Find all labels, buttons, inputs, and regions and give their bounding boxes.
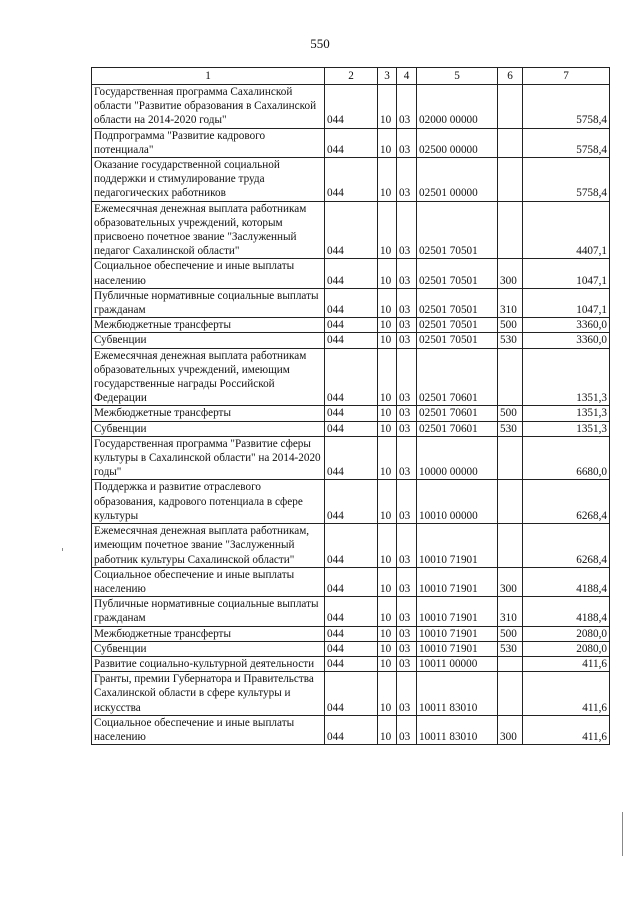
- expense-type-code: [498, 201, 523, 259]
- expense-type-code: 500: [498, 626, 523, 641]
- table-row: [92, 128, 610, 157]
- target-article-code: 02501 00000: [417, 158, 498, 202]
- table-row: [92, 348, 610, 406]
- ministry-code: 044: [325, 406, 378, 421]
- expense-type-code: [498, 672, 523, 716]
- table-row: [92, 715, 610, 744]
- table-row: [92, 567, 610, 596]
- sum-value: 1351,3: [523, 348, 610, 406]
- table-row: [92, 421, 610, 436]
- ministry-code: 044: [325, 567, 378, 596]
- sum-value: 411,6: [523, 715, 610, 744]
- sum-value: 5758,4: [523, 158, 610, 202]
- row-name: Развитие социально-культурной деятельности: [92, 656, 325, 671]
- header-cell: 3: [378, 68, 397, 85]
- table-row: [92, 436, 610, 480]
- target-article-code: 02501 70501: [417, 318, 498, 333]
- section-code: 10: [378, 672, 397, 716]
- expense-type-code: [498, 524, 523, 568]
- target-article-code: 02501 70601: [417, 421, 498, 436]
- row-name: Межбюджетные трансферты: [92, 626, 325, 641]
- expense-type-code: [498, 656, 523, 671]
- expense-type-code: 530: [498, 421, 523, 436]
- expense-type-code: 300: [498, 259, 523, 288]
- table-row: [92, 318, 610, 333]
- expense-type-code: 530: [498, 641, 523, 656]
- row-name: Поддержка и развитие отраслевого образования, кадрового потенциала в сфере культуры: [92, 480, 325, 524]
- row-name: Социальное обеспечение и иные выплаты населению: [92, 567, 325, 596]
- ministry-code: 044: [325, 436, 378, 480]
- section-code: 10: [378, 201, 397, 259]
- sum-value: 6268,4: [523, 480, 610, 524]
- target-article-code: 02000 00000: [417, 85, 498, 129]
- row-name: Подпрограмма "Развитие кадрового потенциала": [92, 128, 325, 157]
- target-article-code: 02501 70501: [417, 288, 498, 317]
- sum-value: 1351,3: [523, 421, 610, 436]
- subsection-code: 03: [397, 288, 417, 317]
- subsection-code: 03: [397, 715, 417, 744]
- section-code: 10: [378, 333, 397, 348]
- subsection-code: 03: [397, 672, 417, 716]
- section-code: 10: [378, 128, 397, 157]
- expense-type-code: 530: [498, 333, 523, 348]
- sum-value: 411,6: [523, 672, 610, 716]
- subsection-code: 03: [397, 436, 417, 480]
- header-cell: 5: [417, 68, 498, 85]
- row-name: Публичные нормативные социальные выплаты гражданам: [92, 597, 325, 626]
- sum-value: 2080,0: [523, 626, 610, 641]
- table-row: [92, 672, 610, 716]
- ministry-code: 044: [325, 288, 378, 317]
- expense-type-code: 310: [498, 597, 523, 626]
- row-name: Социальное обеспечение и иные выплаты населению: [92, 259, 325, 288]
- target-article-code: 02501 70501: [417, 201, 498, 259]
- row-name: Межбюджетные трансферты: [92, 406, 325, 421]
- sum-value: 4407,1: [523, 201, 610, 259]
- section-code: 10: [378, 406, 397, 421]
- ministry-code: 044: [325, 524, 378, 568]
- row-name: Ежемесячная денежная выплата работникам образовательных учреждений, имеющим государственные награды Российской Федерации: [92, 348, 325, 406]
- table-row: [92, 626, 610, 641]
- row-name: Ежемесячная денежная выплата работникам, имеющим почетное звание "Заслуженный работник культуры Сахалинской области": [92, 524, 325, 568]
- target-article-code: 10011 83010: [417, 715, 498, 744]
- target-article-code: 10010 71901: [417, 641, 498, 656]
- section-code: 10: [378, 641, 397, 656]
- target-article-code: 10010 71901: [417, 626, 498, 641]
- section-code: 10: [378, 288, 397, 317]
- ministry-code: 044: [325, 597, 378, 626]
- ministry-code: 044: [325, 259, 378, 288]
- sum-value: 3360,0: [523, 333, 610, 348]
- row-name: Публичные нормативные социальные выплаты гражданам: [92, 288, 325, 317]
- subsection-code: 03: [397, 406, 417, 421]
- target-article-code: 10011 83010: [417, 672, 498, 716]
- row-name: Субвенции: [92, 641, 325, 656]
- section-code: 10: [378, 715, 397, 744]
- sum-value: 5758,4: [523, 85, 610, 129]
- expense-type-code: 500: [498, 318, 523, 333]
- table-row: [92, 597, 610, 626]
- sum-value: 5758,4: [523, 128, 610, 157]
- subsection-code: 03: [397, 597, 417, 626]
- table-row: [92, 524, 610, 568]
- table-row: [92, 333, 610, 348]
- section-code: 10: [378, 436, 397, 480]
- table-header-row: [92, 68, 610, 85]
- sum-value: 6268,4: [523, 524, 610, 568]
- subsection-code: 03: [397, 626, 417, 641]
- ministry-code: 044: [325, 201, 378, 259]
- expense-type-code: 310: [498, 288, 523, 317]
- target-article-code: 02501 70601: [417, 348, 498, 406]
- target-article-code: 10010 71901: [417, 524, 498, 568]
- subsection-code: 03: [397, 85, 417, 129]
- sum-value: 4188,4: [523, 597, 610, 626]
- ministry-code: 044: [325, 85, 378, 129]
- row-name: Гранты, премии Губернатора и Правительства Сахалинской области в сфере культуры и искусства: [92, 672, 325, 716]
- table-row: [92, 480, 610, 524]
- table-row: [92, 406, 610, 421]
- sum-value: 1047,1: [523, 259, 610, 288]
- table-row: [92, 656, 610, 671]
- target-article-code: 10011 00000: [417, 656, 498, 671]
- sum-value: 1351,3: [523, 406, 610, 421]
- expense-type-code: [498, 348, 523, 406]
- subsection-code: 03: [397, 128, 417, 157]
- subsection-code: 03: [397, 259, 417, 288]
- row-name: Государственная программа Сахалинской области "Развитие образования в Сахалинской области на 2014-2020 годы": [92, 85, 325, 129]
- target-article-code: 10010 00000: [417, 480, 498, 524]
- table-row: [92, 641, 610, 656]
- section-code: 10: [378, 158, 397, 202]
- row-name: Субвенции: [92, 421, 325, 436]
- subsection-code: 03: [397, 318, 417, 333]
- section-code: 10: [378, 567, 397, 596]
- section-code: 10: [378, 480, 397, 524]
- header-cell: 1: [92, 68, 325, 85]
- budget-table: [91, 67, 610, 745]
- target-article-code: 02501 70601: [417, 406, 498, 421]
- subsection-code: 03: [397, 656, 417, 671]
- ministry-code: 044: [325, 318, 378, 333]
- target-article-code: 02500 00000: [417, 128, 498, 157]
- section-code: 10: [378, 318, 397, 333]
- ministry-code: 044: [325, 333, 378, 348]
- target-article-code: 10010 71901: [417, 597, 498, 626]
- subsection-code: 03: [397, 348, 417, 406]
- header-cell: 6: [498, 68, 523, 85]
- table-row: [92, 201, 610, 259]
- ministry-code: 044: [325, 348, 378, 406]
- section-code: 10: [378, 597, 397, 626]
- section-code: 10: [378, 348, 397, 406]
- subsection-code: 03: [397, 524, 417, 568]
- subsection-code: 03: [397, 421, 417, 436]
- row-name: Субвенции: [92, 333, 325, 348]
- expense-type-code: [498, 436, 523, 480]
- header-cell: 7: [523, 68, 610, 85]
- subsection-code: 03: [397, 201, 417, 259]
- ministry-code: 044: [325, 672, 378, 716]
- subsection-code: 03: [397, 567, 417, 596]
- section-code: 10: [378, 524, 397, 568]
- row-name: Социальное обеспечение и иные выплаты населению: [92, 715, 325, 744]
- row-name: Ежемесячная денежная выплата работникам образовательных учреждений, которым присвоено почетное звание "Заслуженный педагог Сахалинской области": [92, 201, 325, 259]
- expense-type-code: [498, 158, 523, 202]
- subsection-code: 03: [397, 333, 417, 348]
- sum-value: 2080,0: [523, 641, 610, 656]
- table-row: [92, 259, 610, 288]
- expense-type-code: 300: [498, 715, 523, 744]
- expense-type-code: [498, 128, 523, 157]
- expense-type-code: [498, 85, 523, 129]
- header-cell: 2: [325, 68, 378, 85]
- row-name: Межбюджетные трансферты: [92, 318, 325, 333]
- target-article-code: 10010 71901: [417, 567, 498, 596]
- row-name: Государственная программа "Развитие сферы культуры в Сахалинской области" на 2014-2020 годы": [92, 436, 325, 480]
- sum-value: 6680,0: [523, 436, 610, 480]
- target-article-code: 02501 70501: [417, 333, 498, 348]
- row-name: Оказание государственной социальной поддержки и стимулирование труда педагогических работников: [92, 158, 325, 202]
- section-code: 10: [378, 626, 397, 641]
- sum-value: 411,6: [523, 656, 610, 671]
- table-row: [92, 158, 610, 202]
- sum-value: 1047,1: [523, 288, 610, 317]
- expense-type-code: [498, 480, 523, 524]
- section-code: 10: [378, 421, 397, 436]
- header-cell: 4: [397, 68, 417, 85]
- expense-type-code: 500: [498, 406, 523, 421]
- target-article-code: 02501 70501: [417, 259, 498, 288]
- sum-value: 4188,4: [523, 567, 610, 596]
- ministry-code: 044: [325, 158, 378, 202]
- scan-artifact: [62, 548, 63, 551]
- section-code: 10: [378, 85, 397, 129]
- ministry-code: 044: [325, 715, 378, 744]
- table-row: [92, 85, 610, 129]
- table-row: [92, 288, 610, 317]
- section-code: 10: [378, 656, 397, 671]
- section-code: 10: [378, 259, 397, 288]
- ministry-code: 044: [325, 480, 378, 524]
- target-article-code: 10000 00000: [417, 436, 498, 480]
- ministry-code: 044: [325, 421, 378, 436]
- sum-value: 3360,0: [523, 318, 610, 333]
- ministry-code: 044: [325, 128, 378, 157]
- page-number: 550: [310, 36, 330, 51]
- ministry-code: 044: [325, 656, 378, 671]
- subsection-code: 03: [397, 480, 417, 524]
- subsection-code: 03: [397, 641, 417, 656]
- ministry-code: 044: [325, 626, 378, 641]
- ministry-code: 044: [325, 641, 378, 656]
- subsection-code: 03: [397, 158, 417, 202]
- scan-artifact: [622, 812, 623, 856]
- expense-type-code: 300: [498, 567, 523, 596]
